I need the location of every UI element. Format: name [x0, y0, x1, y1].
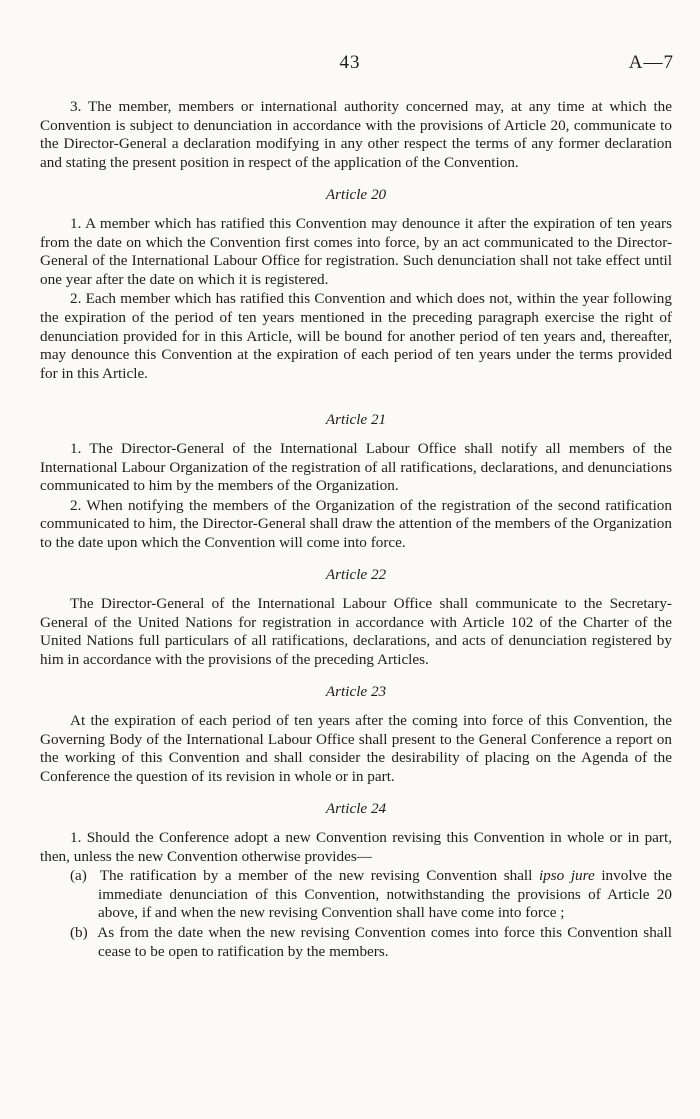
paragraph: 1. A member which has ratified this Convention may denounce it after the expiration of ten years from the date on which the Convention first comes into force, by an act communicated to the Director-General of the International Labour Office for registration. Such denunciation shall not take effect until one year after the date on which it is registered.	[40, 214, 672, 288]
article-heading: Article 24	[325, 800, 387, 818]
article-heading: Article 22	[325, 566, 387, 584]
paragraph: 1. Should the Conference adopt a new Convention revising this Convention in whole or in part, then, unless the new Convention otherwise provides—	[40, 829, 672, 865]
clause-label: (b)	[70, 923, 88, 941]
article-heading: Article 21	[325, 411, 387, 429]
paragraph: 3. The member, members or international authority concerned may, at any time at which the Convention is subject to denunciation in accordance with the provisions of Article 20, communicate to the Director-General a declaration modifying in any other respect the terms of any former declaration and stating the present position in respect of the application of the Convention.	[40, 98, 672, 171]
clause-label: (a)	[70, 867, 87, 885]
paragraph: 2. When notifying the members of the Organization of the registration of the second ratification communicated to him, the Director-General shall draw the attention of the members of the Organization to the date upon which the Convention will come into force.	[40, 496, 672, 551]
page-number: 43	[339, 52, 361, 73]
article-heading: Article 23	[325, 683, 387, 701]
clause-b	[70, 924, 672, 961]
clause-a	[70, 867, 672, 923]
article-heading: Article 20	[325, 186, 387, 204]
paragraph: 2. Each member which has ratified this Convention and which does not, within the year following the expiration of the period of ten years mentioned in the preceding paragraph exercise the right of denunciation provided for in this Article, will be bound for another period of ten years and, thereafter, may denounce this Convention at the expiration of each period of ten years under the terms provided for in this Article.	[40, 290, 672, 382]
paragraph: The Director-General of the International Labour Office shall communicate to the Secretary-General of the United Nations for registration in accordance with Article 102 of the Charter of the United Nations full particulars of all ratifications, declarations, and acts of denunciation registered by him in accordance with the provisions of the preceding Articles.	[40, 595, 672, 668]
document-body	[40, 98, 672, 962]
clause-text: involve the immediate denunciation of this Convention, notwithstanding the provisions of Article 20 above, if and when the new revising Convention shall have come into force ;	[98, 867, 673, 922]
clause-text: As from the date when the new revising Convention comes into force this Convention shall cease to be open to ratification by the members.	[97, 923, 672, 960]
paragraph: 1. The Director-General of the International Labour Office shall notify all members of the International Labour Organization of the registration of all ratifications, declarations, and denunciations communicated to him by the members of the Organization.	[40, 439, 672, 495]
page-reference: A—7	[628, 52, 674, 73]
paragraph: At the expiration of each period of ten years after the coming into force of this Convention, the Governing Body of the International Labour Office shall present to the General Conference a report on the working of this Convention and shall consider the desirability of placing on the Agenda of the Conference the question of its revision in whole or in part.	[40, 712, 672, 785]
clause-text: The ratification by a member of the new revising Convention shall	[99, 867, 533, 885]
clause-italic: ipso jure	[538, 867, 595, 885]
